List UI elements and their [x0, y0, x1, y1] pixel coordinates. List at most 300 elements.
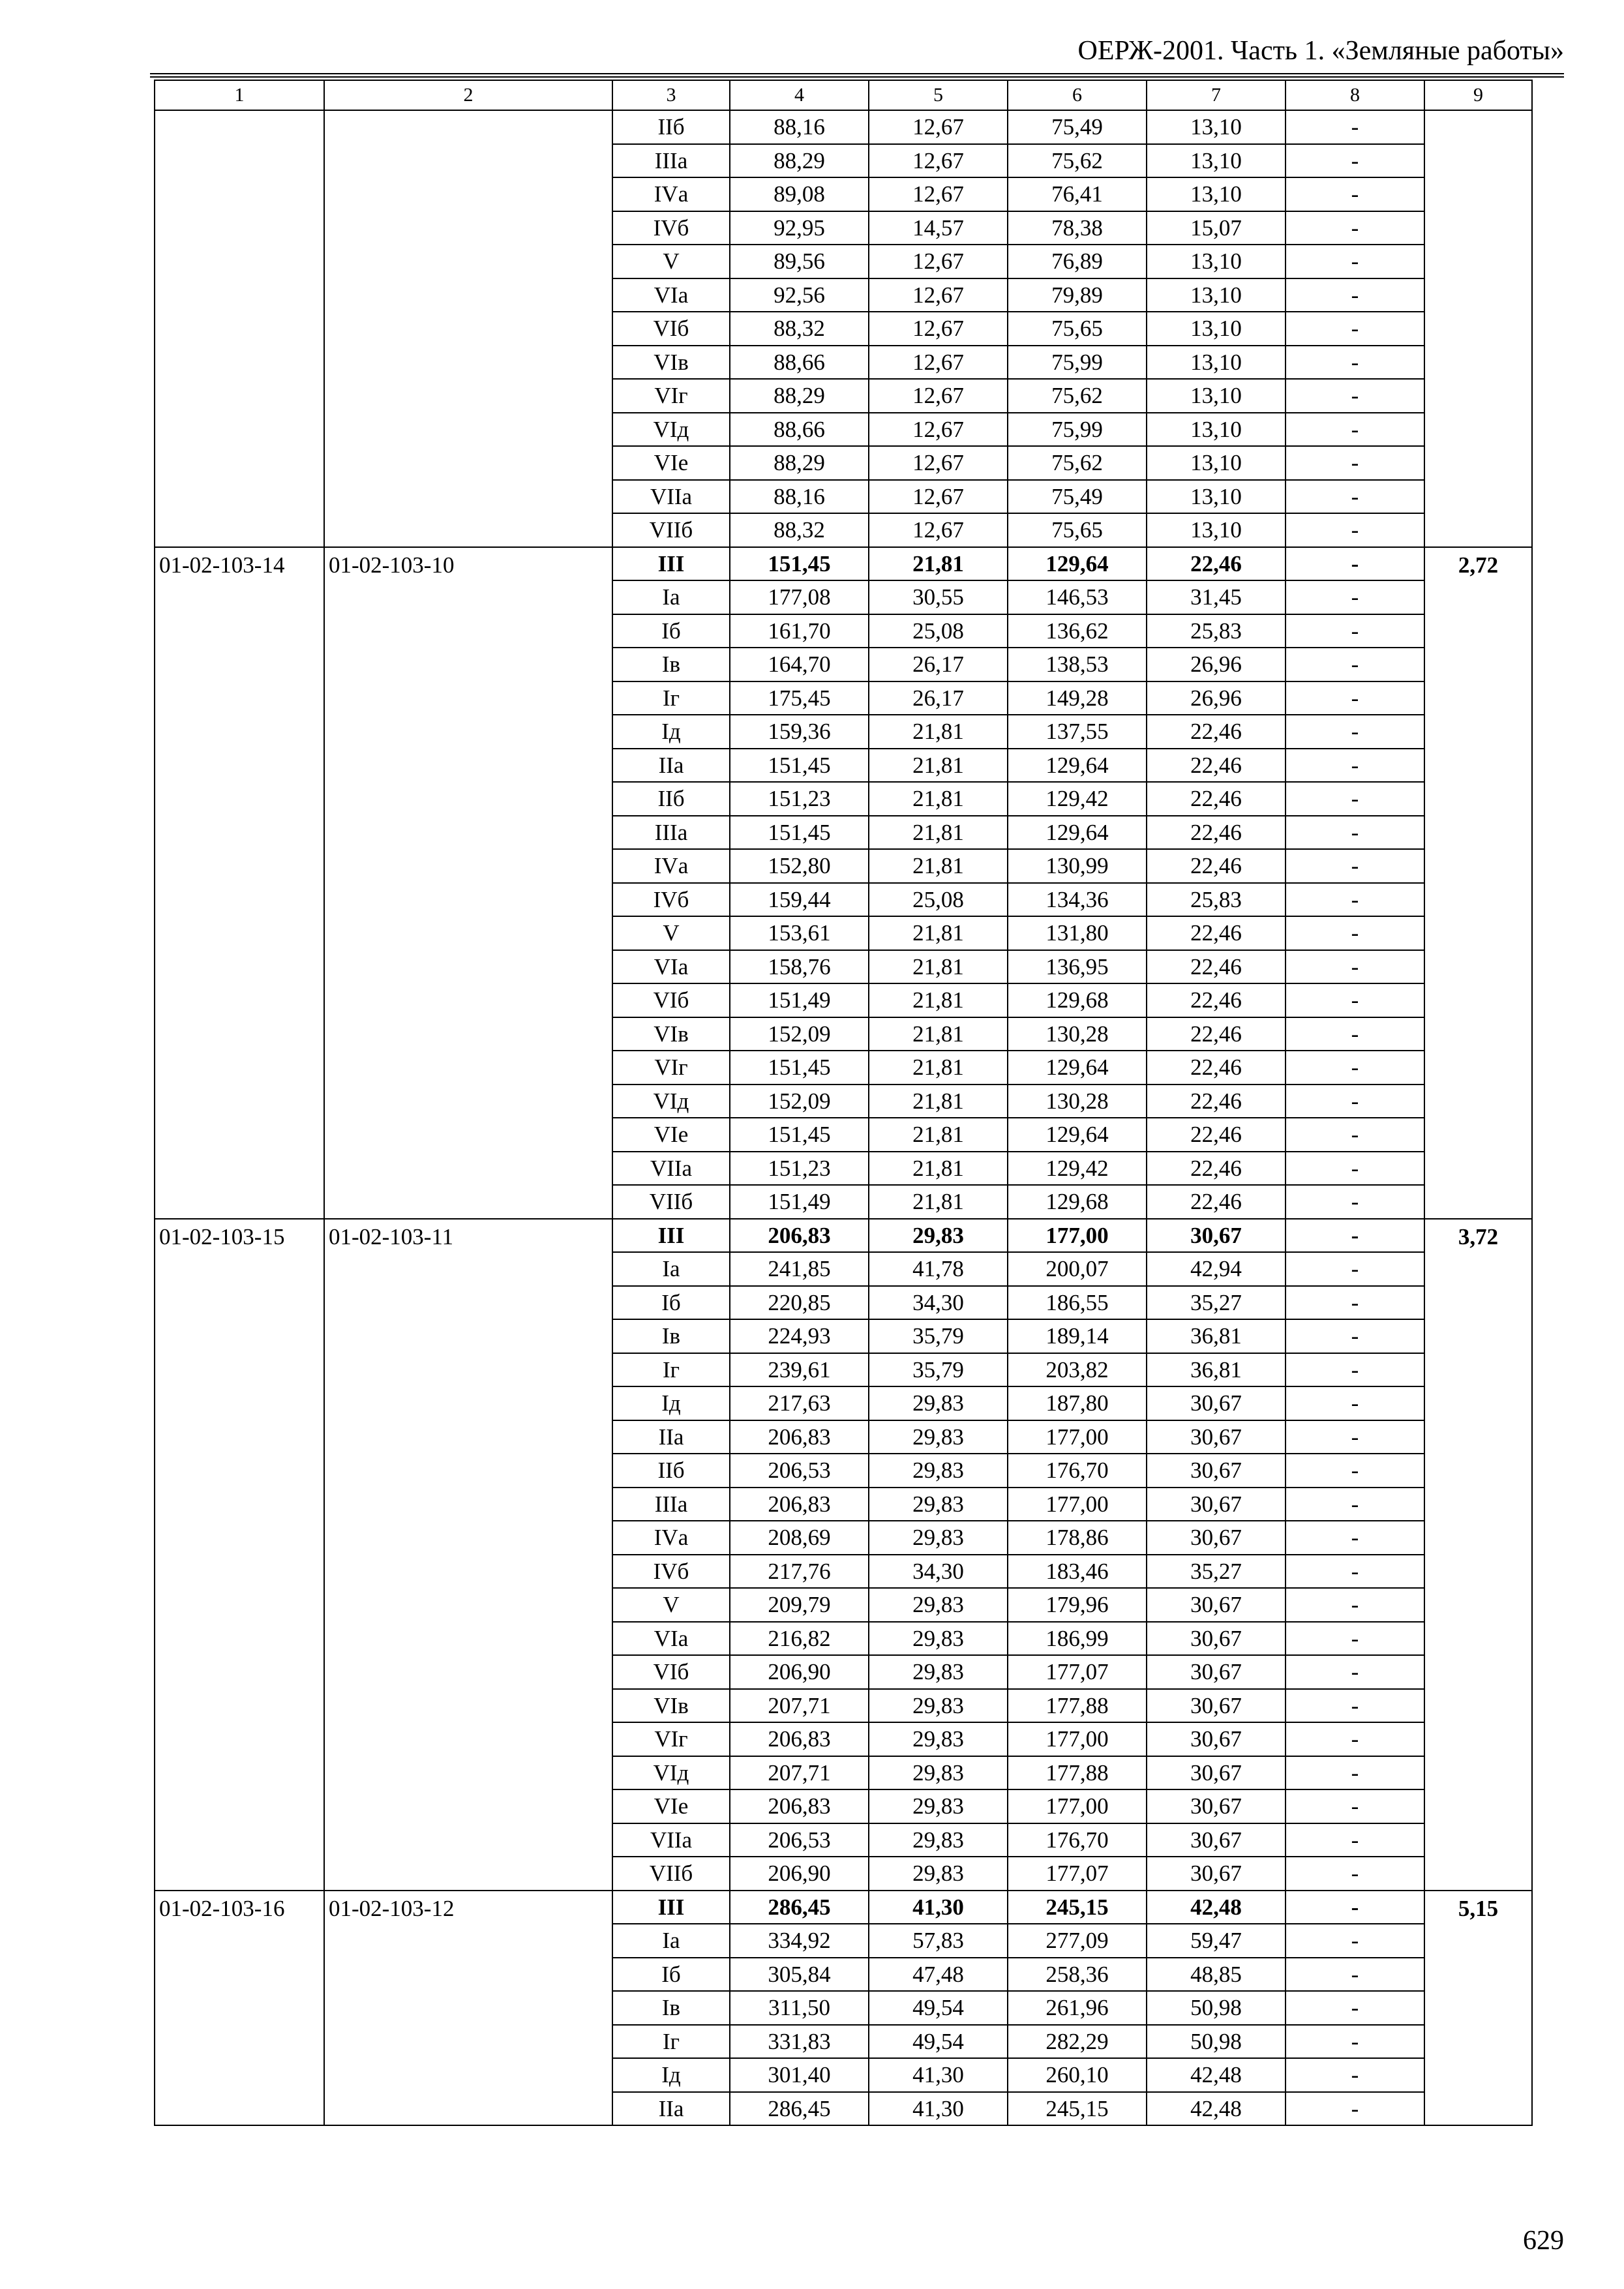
wages-cell: 41,78 [869, 1252, 1008, 1286]
direct-cost-cell: 206,53 [730, 1823, 869, 1857]
materials-cell: - [1286, 950, 1424, 984]
wages-cell: 21,81 [869, 547, 1008, 581]
machinist-wages-cell: 42,48 [1147, 2092, 1286, 2126]
wages-cell: 21,81 [869, 816, 1008, 850]
soil-group-cell: Iв [612, 648, 730, 681]
rate-code-cell [155, 110, 324, 547]
wages-cell: 21,81 [869, 950, 1008, 984]
direct-cost-cell: 311,50 [730, 1991, 869, 2025]
machinist-wages-cell: 42,94 [1147, 1252, 1286, 1286]
direct-cost-cell: 331,83 [730, 2025, 869, 2059]
machines-cell: 186,55 [1008, 1286, 1147, 1320]
soil-group-cell: Iв [612, 1991, 730, 2025]
materials-cell: - [1286, 849, 1424, 883]
materials-cell: - [1286, 1689, 1424, 1723]
machines-cell: 76,89 [1008, 245, 1147, 278]
direct-cost-cell: 89,08 [730, 177, 869, 211]
machines-cell: 75,65 [1008, 513, 1147, 547]
soil-group-cell: III [612, 547, 730, 581]
soil-group-cell: III [612, 1219, 730, 1253]
machines-cell: 75,62 [1008, 144, 1147, 178]
materials-cell: - [1286, 983, 1424, 1017]
wages-cell: 12,67 [869, 379, 1008, 413]
machines-cell: 177,07 [1008, 1857, 1147, 1891]
soil-group-cell: IIа [612, 749, 730, 783]
wages-cell: 29,83 [869, 1722, 1008, 1756]
direct-cost-cell: 209,79 [730, 1588, 869, 1622]
machinist-wages-cell: 15,07 [1147, 211, 1286, 245]
machinist-wages-cell: 13,10 [1147, 446, 1286, 480]
machinist-wages-cell: 30,67 [1147, 1488, 1286, 1521]
soil-group-cell: VIIа [612, 1152, 730, 1186]
materials-cell: - [1286, 782, 1424, 816]
direct-cost-cell: 286,45 [730, 1891, 869, 1924]
machinist-wages-cell: 31,45 [1147, 580, 1286, 614]
wages-cell: 25,08 [869, 883, 1008, 917]
wages-cell: 12,67 [869, 278, 1008, 312]
direct-cost-cell: 206,83 [730, 1420, 869, 1454]
direct-cost-cell: 158,76 [730, 950, 869, 984]
direct-cost-cell: 206,83 [730, 1488, 869, 1521]
machines-cell: 129,64 [1008, 547, 1147, 581]
wages-cell: 21,81 [869, 749, 1008, 783]
wages-cell: 12,67 [869, 177, 1008, 211]
machines-cell: 176,70 [1008, 1823, 1147, 1857]
wages-cell: 41,30 [869, 1891, 1008, 1924]
machinist-wages-cell: 30,67 [1147, 1622, 1286, 1656]
materials-cell: - [1286, 1521, 1424, 1555]
materials-cell: - [1286, 245, 1424, 278]
materials-cell: - [1286, 177, 1424, 211]
materials-cell: - [1286, 1017, 1424, 1051]
wages-cell: 26,17 [869, 648, 1008, 681]
machines-cell: 258,36 [1008, 1958, 1147, 1992]
materials-cell: - [1286, 1286, 1424, 1320]
wages-cell: 41,30 [869, 2058, 1008, 2092]
soil-group-cell: IIIа [612, 816, 730, 850]
machines-cell: 129,64 [1008, 816, 1147, 850]
machinist-wages-cell: 22,46 [1147, 816, 1286, 850]
materials-cell: - [1286, 1823, 1424, 1857]
machines-cell: 75,49 [1008, 110, 1147, 144]
wages-cell: 25,08 [869, 614, 1008, 648]
column-number-row [155, 80, 1532, 110]
machinist-wages-cell: 26,96 [1147, 648, 1286, 681]
soil-group-cell: IIб [612, 782, 730, 816]
direct-cost-cell: 217,76 [730, 1555, 869, 1589]
machines-cell: 261,96 [1008, 1991, 1147, 2025]
machines-cell: 203,82 [1008, 1353, 1147, 1387]
soil-group-cell: VIIа [612, 480, 730, 514]
machinist-wages-cell: 30,67 [1147, 1655, 1286, 1689]
machines-cell: 177,07 [1008, 1655, 1147, 1689]
direct-cost-cell: 217,63 [730, 1386, 869, 1420]
column-number: 6 [1008, 80, 1147, 110]
machines-cell: 76,41 [1008, 177, 1147, 211]
wages-cell: 21,81 [869, 1152, 1008, 1186]
soil-group-cell: III [612, 1891, 730, 1924]
direct-cost-cell: 207,71 [730, 1689, 869, 1723]
machinist-wages-cell: 30,67 [1147, 1823, 1286, 1857]
machines-cell: 177,88 [1008, 1689, 1147, 1723]
machinist-wages-cell: 13,10 [1147, 245, 1286, 278]
machines-cell: 178,86 [1008, 1521, 1147, 1555]
wages-cell: 21,81 [869, 1017, 1008, 1051]
direct-cost-cell: 151,45 [730, 749, 869, 783]
labor-total-cell: 3,72 [1424, 1219, 1532, 1891]
direct-cost-cell: 88,32 [730, 513, 869, 547]
machines-cell: 79,89 [1008, 278, 1147, 312]
wages-cell: 29,83 [869, 1655, 1008, 1689]
direct-cost-cell: 88,29 [730, 446, 869, 480]
soil-group-cell: IIа [612, 1420, 730, 1454]
soil-group-cell: VIб [612, 983, 730, 1017]
wages-cell: 12,67 [869, 312, 1008, 346]
materials-cell: - [1286, 480, 1424, 514]
machines-cell: 177,00 [1008, 1420, 1147, 1454]
materials-cell: - [1286, 883, 1424, 917]
labor-total-cell: 2,72 [1424, 547, 1532, 1219]
wages-cell: 34,30 [869, 1555, 1008, 1589]
materials-cell: - [1286, 1555, 1424, 1589]
soil-group-cell: Iб [612, 1958, 730, 1992]
direct-cost-cell: 152,09 [730, 1017, 869, 1051]
direct-cost-cell: 159,44 [730, 883, 869, 917]
soil-group-cell: VIIа [612, 1823, 730, 1857]
machines-cell: 245,15 [1008, 1891, 1147, 1924]
direct-cost-cell: 152,09 [730, 1085, 869, 1118]
machines-cell: 183,46 [1008, 1555, 1147, 1589]
machines-cell: 187,80 [1008, 1386, 1147, 1420]
materials-cell: - [1286, 1454, 1424, 1488]
soil-group-cell: IIб [612, 110, 730, 144]
machinist-wages-cell: 35,27 [1147, 1286, 1286, 1320]
machinist-wages-cell: 13,10 [1147, 144, 1286, 178]
soil-group-cell: IVа [612, 177, 730, 211]
materials-cell: - [1286, 1051, 1424, 1085]
machinist-wages-cell: 13,10 [1147, 480, 1286, 514]
machines-cell: 75,49 [1008, 480, 1147, 514]
materials-cell: - [1286, 1353, 1424, 1387]
machines-cell: 138,53 [1008, 648, 1147, 681]
wages-cell: 21,81 [869, 916, 1008, 950]
materials-cell: - [1286, 110, 1424, 144]
machines-cell: 137,55 [1008, 715, 1147, 749]
wages-cell: 29,83 [869, 1521, 1008, 1555]
machinist-wages-cell: 25,83 [1147, 614, 1286, 648]
wages-cell: 21,81 [869, 849, 1008, 883]
soil-group-cell: VIб [612, 1655, 730, 1689]
wages-cell: 12,67 [869, 513, 1008, 547]
wages-cell: 29,83 [869, 1622, 1008, 1656]
machinist-wages-cell: 22,46 [1147, 916, 1286, 950]
soil-group-cell: VIв [612, 1689, 730, 1723]
wages-cell: 49,54 [869, 1991, 1008, 2025]
materials-cell: - [1286, 916, 1424, 950]
direct-cost-cell: 208,69 [730, 1521, 869, 1555]
machinist-wages-cell: 22,46 [1147, 1118, 1286, 1152]
machines-cell: 75,65 [1008, 312, 1147, 346]
soil-group-cell: VIв [612, 346, 730, 380]
table-row [155, 547, 1532, 581]
direct-cost-cell: 241,85 [730, 1252, 869, 1286]
machinist-wages-cell: 30,67 [1147, 1789, 1286, 1823]
soil-group-cell: Iд [612, 715, 730, 749]
direct-cost-cell: 206,83 [730, 1722, 869, 1756]
machines-cell: 75,62 [1008, 446, 1147, 480]
materials-cell: - [1286, 2058, 1424, 2092]
direct-cost-cell: 207,71 [730, 1756, 869, 1790]
machines-cell: 131,80 [1008, 916, 1147, 950]
machinist-wages-cell: 42,48 [1147, 1891, 1286, 1924]
reference-code-cell: 01-02-103-11 [324, 1219, 612, 1891]
wages-cell: 12,67 [869, 144, 1008, 178]
direct-cost-cell: 224,93 [730, 1319, 869, 1353]
wages-cell: 29,83 [869, 1488, 1008, 1521]
machinist-wages-cell: 48,85 [1147, 1958, 1286, 1992]
machinist-wages-cell: 22,46 [1147, 715, 1286, 749]
machinist-wages-cell: 13,10 [1147, 110, 1286, 144]
direct-cost-cell: 151,45 [730, 1051, 869, 1085]
machinist-wages-cell: 50,98 [1147, 1991, 1286, 2025]
materials-cell: - [1286, 1152, 1424, 1186]
wages-cell: 12,67 [869, 480, 1008, 514]
machines-cell: 200,07 [1008, 1252, 1147, 1286]
table-body [155, 80, 1532, 2125]
materials-cell: - [1286, 1789, 1424, 1823]
machinist-wages-cell: 30,67 [1147, 1420, 1286, 1454]
soil-group-cell: VIб [612, 312, 730, 346]
direct-cost-cell: 206,53 [730, 1454, 869, 1488]
wages-cell: 35,79 [869, 1353, 1008, 1387]
materials-cell: - [1286, 1891, 1424, 1924]
materials-cell: - [1286, 1588, 1424, 1622]
direct-cost-cell: 88,66 [730, 413, 869, 447]
soil-group-cell: V [612, 916, 730, 950]
direct-cost-cell: 164,70 [730, 648, 869, 681]
machines-cell: 177,00 [1008, 1789, 1147, 1823]
direct-cost-cell: 239,61 [730, 1353, 869, 1387]
rate-code-cell: 01-02-103-16 [155, 1891, 324, 2126]
materials-cell: - [1286, 749, 1424, 783]
direct-cost-cell: 301,40 [730, 2058, 869, 2092]
direct-cost-cell: 88,16 [730, 110, 869, 144]
wages-cell: 21,81 [869, 1085, 1008, 1118]
header-divider [150, 73, 1564, 78]
machines-cell: 177,00 [1008, 1722, 1147, 1756]
rate-code-cell: 01-02-103-14 [155, 547, 324, 1219]
machines-cell: 179,96 [1008, 1588, 1147, 1622]
direct-cost-cell: 216,82 [730, 1622, 869, 1656]
machines-cell: 282,29 [1008, 2025, 1147, 2059]
materials-cell: - [1286, 614, 1424, 648]
rate-code-cell: 01-02-103-15 [155, 1219, 324, 1891]
wages-cell: 21,81 [869, 983, 1008, 1017]
soil-group-cell: VIа [612, 1622, 730, 1656]
machinist-wages-cell: 22,46 [1147, 1085, 1286, 1118]
machinist-wages-cell: 36,81 [1147, 1319, 1286, 1353]
soil-group-cell: VIа [612, 950, 730, 984]
wages-cell: 21,81 [869, 1051, 1008, 1085]
wages-cell: 29,83 [869, 1689, 1008, 1723]
materials-cell: - [1286, 211, 1424, 245]
table-row [155, 1891, 1532, 1924]
direct-cost-cell: 220,85 [730, 1286, 869, 1320]
wages-cell: 21,81 [869, 715, 1008, 749]
column-number: 4 [730, 80, 869, 110]
column-number: 9 [1424, 80, 1532, 110]
soil-group-cell: IIа [612, 2092, 730, 2126]
soil-group-cell: VIIб [612, 513, 730, 547]
soil-group-cell: Iа [612, 1924, 730, 1958]
table-row [155, 110, 1532, 144]
soil-group-cell: Iв [612, 1319, 730, 1353]
machines-cell: 136,95 [1008, 950, 1147, 984]
soil-group-cell: VIд [612, 413, 730, 447]
machinist-wages-cell: 50,98 [1147, 2025, 1286, 2059]
machines-cell: 176,70 [1008, 1454, 1147, 1488]
materials-cell: - [1286, 413, 1424, 447]
machinist-wages-cell: 13,10 [1147, 379, 1286, 413]
direct-cost-cell: 206,83 [730, 1219, 869, 1253]
wages-cell: 47,48 [869, 1958, 1008, 1992]
soil-group-cell: VIг [612, 1722, 730, 1756]
wages-cell: 29,83 [869, 1219, 1008, 1253]
machinist-wages-cell: 22,46 [1147, 749, 1286, 783]
reference-code-cell: 01-02-103-12 [324, 1891, 612, 2126]
machinist-wages-cell: 30,67 [1147, 1454, 1286, 1488]
soil-group-cell: VIе [612, 1789, 730, 1823]
machines-cell: 177,00 [1008, 1488, 1147, 1521]
machinist-wages-cell: 30,67 [1147, 1722, 1286, 1756]
machines-cell: 277,09 [1008, 1924, 1147, 1958]
soil-group-cell: VIд [612, 1756, 730, 1790]
direct-cost-cell: 175,45 [730, 681, 869, 715]
page-header-title: ОЕРЖ-2001. Часть 1. «Земляные работы» [1077, 36, 1564, 66]
materials-cell: - [1286, 346, 1424, 380]
materials-cell: - [1286, 1924, 1424, 1958]
soil-group-cell: IIб [612, 1454, 730, 1488]
reference-code-cell [324, 110, 612, 547]
direct-cost-cell: 152,80 [730, 849, 869, 883]
direct-cost-cell: 159,36 [730, 715, 869, 749]
machines-cell: 129,64 [1008, 1118, 1147, 1152]
machines-cell: 189,14 [1008, 1319, 1147, 1353]
machinist-wages-cell: 30,67 [1147, 1219, 1286, 1253]
wages-cell: 29,83 [869, 1789, 1008, 1823]
materials-cell: - [1286, 1386, 1424, 1420]
direct-cost-cell: 151,45 [730, 1118, 869, 1152]
machinist-wages-cell: 13,10 [1147, 177, 1286, 211]
direct-cost-cell: 88,32 [730, 312, 869, 346]
direct-cost-cell: 92,95 [730, 211, 869, 245]
materials-cell: - [1286, 2025, 1424, 2059]
soil-group-cell: V [612, 245, 730, 278]
direct-cost-cell: 88,29 [730, 144, 869, 178]
machinist-wages-cell: 22,46 [1147, 782, 1286, 816]
wages-cell: 12,67 [869, 346, 1008, 380]
machines-cell: 129,42 [1008, 782, 1147, 816]
materials-cell: - [1286, 580, 1424, 614]
wages-cell: 12,67 [869, 413, 1008, 447]
column-number: 2 [324, 80, 612, 110]
machines-cell: 129,68 [1008, 983, 1147, 1017]
wages-cell: 34,30 [869, 1286, 1008, 1320]
soil-group-cell: VIIб [612, 1857, 730, 1891]
materials-cell: - [1286, 816, 1424, 850]
soil-group-cell: IIIа [612, 144, 730, 178]
wages-cell: 29,83 [869, 1386, 1008, 1420]
direct-cost-cell: 161,70 [730, 614, 869, 648]
wages-cell: 29,83 [869, 1756, 1008, 1790]
wages-cell: 30,55 [869, 580, 1008, 614]
materials-cell: - [1286, 1185, 1424, 1219]
soil-group-cell: IVа [612, 1521, 730, 1555]
machinist-wages-cell: 22,46 [1147, 1152, 1286, 1186]
machinist-wages-cell: 30,67 [1147, 1689, 1286, 1723]
wages-cell: 21,81 [869, 1185, 1008, 1219]
machines-cell: 146,53 [1008, 580, 1147, 614]
machines-cell: 75,62 [1008, 379, 1147, 413]
soil-group-cell: VIв [612, 1017, 730, 1051]
soil-group-cell: IVб [612, 211, 730, 245]
machines-cell: 75,99 [1008, 346, 1147, 380]
direct-cost-cell: 151,45 [730, 816, 869, 850]
direct-cost-cell: 151,49 [730, 983, 869, 1017]
machinist-wages-cell: 30,67 [1147, 1386, 1286, 1420]
soil-group-cell: Iд [612, 2058, 730, 2092]
column-number: 3 [612, 80, 730, 110]
direct-cost-cell: 151,45 [730, 547, 869, 581]
soil-group-cell: IIIа [612, 1488, 730, 1521]
wages-cell: 41,30 [869, 2092, 1008, 2126]
machines-cell: 130,99 [1008, 849, 1147, 883]
machines-cell: 129,68 [1008, 1185, 1147, 1219]
machinist-wages-cell: 22,46 [1147, 1051, 1286, 1085]
direct-cost-cell: 153,61 [730, 916, 869, 950]
materials-cell: - [1286, 278, 1424, 312]
soil-group-cell: Iб [612, 1286, 730, 1320]
materials-cell: - [1286, 312, 1424, 346]
soil-group-cell: Iд [612, 1386, 730, 1420]
wages-cell: 35,79 [869, 1319, 1008, 1353]
machines-cell: 130,28 [1008, 1017, 1147, 1051]
labor-total-cell [1424, 110, 1532, 547]
direct-cost-cell: 151,23 [730, 782, 869, 816]
direct-cost-cell: 206,83 [730, 1789, 869, 1823]
wages-cell: 49,54 [869, 2025, 1008, 2059]
direct-cost-cell: 305,84 [730, 1958, 869, 1992]
machines-cell: 177,00 [1008, 1219, 1147, 1253]
column-number: 5 [869, 80, 1008, 110]
soil-group-cell: Iб [612, 614, 730, 648]
wages-cell: 12,67 [869, 245, 1008, 278]
soil-group-cell: V [612, 1588, 730, 1622]
materials-cell: - [1286, 1991, 1424, 2025]
machinist-wages-cell: 13,10 [1147, 312, 1286, 346]
machinist-wages-cell: 22,46 [1147, 1185, 1286, 1219]
wages-cell: 21,81 [869, 782, 1008, 816]
machinist-wages-cell: 22,46 [1147, 849, 1286, 883]
machines-cell: 78,38 [1008, 211, 1147, 245]
materials-cell: - [1286, 1857, 1424, 1891]
soil-group-cell: VIа [612, 278, 730, 312]
machines-cell: 136,62 [1008, 614, 1147, 648]
materials-cell: - [1286, 1420, 1424, 1454]
wages-cell: 29,83 [869, 1588, 1008, 1622]
direct-cost-cell: 334,92 [730, 1924, 869, 1958]
materials-cell: - [1286, 2092, 1424, 2126]
